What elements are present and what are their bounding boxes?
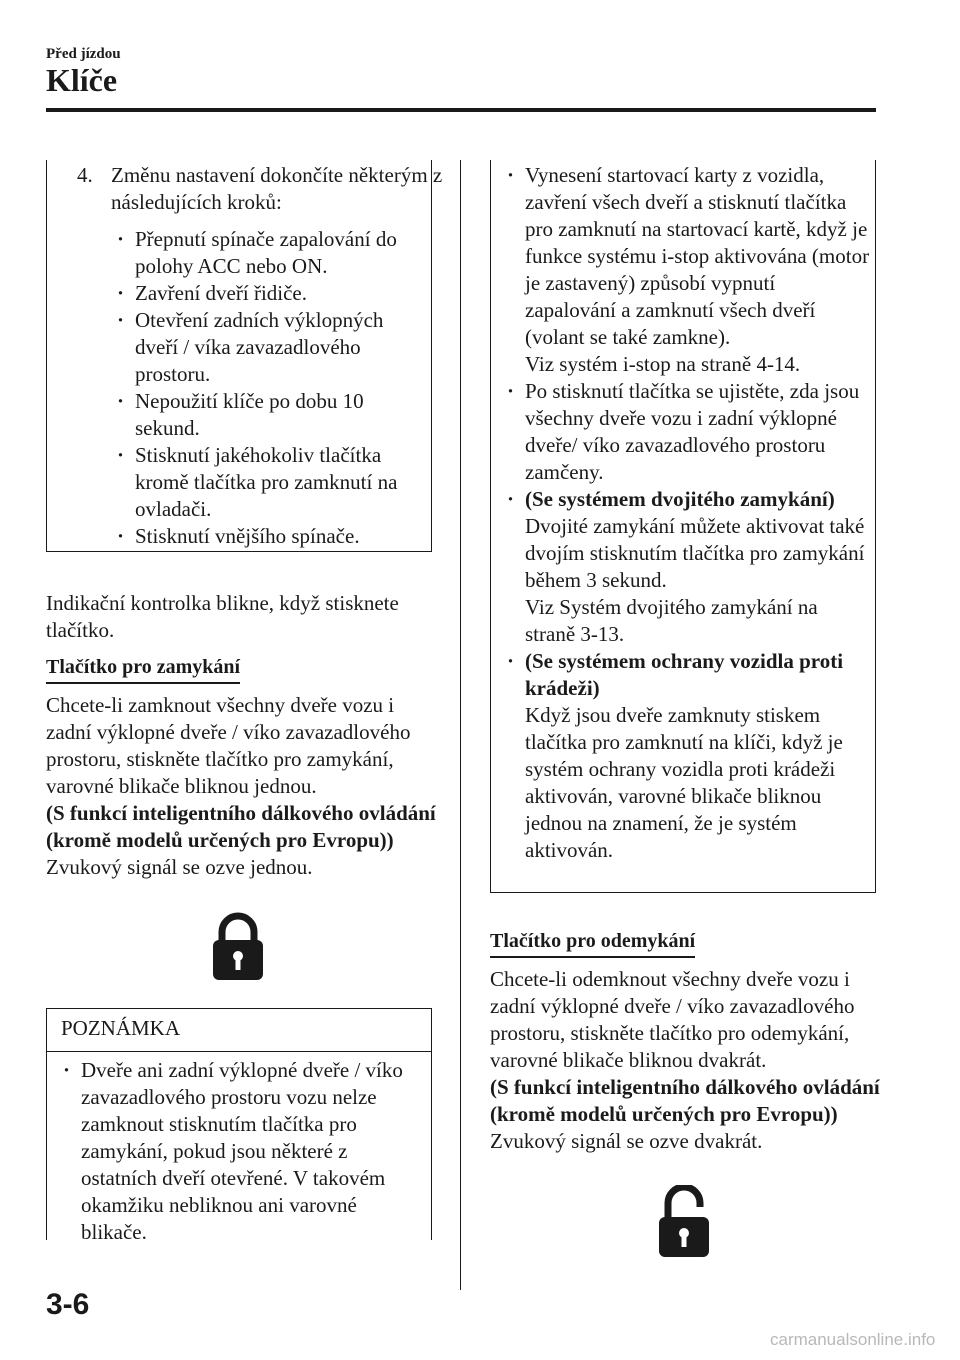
step-text: Změnu nastavení dokončíte některým z následujících kroků:: [111, 163, 443, 214]
unlock-button-heading: Tlačítko pro odemykání: [490, 928, 695, 958]
step-bullet-list: [103, 226, 423, 550]
right-bullet-box: [490, 160, 876, 893]
page-number: 3-6: [46, 1288, 90, 1321]
indicator-paragraph: Indikační kontrolka blikne, když stisknete tlačítko.: [46, 591, 399, 642]
lock-paragraph: Chcete-li zamknout všechny dveře vozu i zadní výklopné dveře / víko zavazadlového prostoru, stiskněte tlačítko pro zamykání, varovné blikače bliknou jednou.: [46, 693, 411, 798]
note-bullet-list: [49, 1057, 419, 1246]
note-divider: [47, 1051, 431, 1052]
list-item: · Stisknutí jakéhokoliv tlačítka kromě tlačítka pro zamknutí na ovladači.: [103, 442, 423, 523]
lock-sound-text: Zvukový signál se ozve jednou.: [46, 855, 313, 879]
unlock-button-text: [490, 966, 880, 1155]
unlock-sound-text: Zvukový signál se ozve dvakrát.: [490, 1129, 763, 1153]
breadcrumb: Před jízdou: [46, 46, 121, 62]
lock-button-text: [46, 692, 436, 881]
list-item: · Otevření zadních výklopných dveří / víka zavazadlového prostoru.: [103, 307, 423, 388]
step-box: [46, 160, 443, 552]
page-title: Klíče: [46, 62, 118, 98]
column-divider: [460, 160, 461, 1290]
list-item: · Zavření dveří řidiče.: [103, 280, 423, 307]
list-item: [493, 162, 871, 378]
double-lock-heading: · (Se systémem dvojitého zamykání): [525, 487, 835, 511]
note-title: POZNÁMKA: [61, 1016, 181, 1040]
istop-text: · Vynesení startovací karty z vozidla, zavření všech dveří a stisknutí tlačítka pro zamknutí na startovací kartě, když je funkce systému i-stop aktivována (motor je zastavený) způsobí vypnutí zapalování a zamknutí všech dveří (volant se také zamkne).: [525, 163, 870, 349]
watermark: carmanualsonline.info: [770, 1330, 936, 1349]
list-item: · Po stisknutí tlačítka se ujistěte, zda jsou všechny dveře vozu i zadní výklopné dveře/ víko zavazadlového prostoru zamčeny.: [493, 378, 871, 486]
header-rule: [46, 108, 876, 112]
list-item: [493, 648, 871, 864]
unlock-paragraph: Chcete-li odemknout všechny dveře vozu i zadní výklopné dveře / víko zavazadlového prostoru, stiskněte tlačítko pro odemykání, varovné blikače bliknou dvakrát.: [490, 967, 855, 1072]
right-bullet-list: [493, 162, 871, 864]
list-item: · Nepoužití klíče po dobu 10 sekund.: [103, 388, 423, 442]
list-item: · Dveře ani zadní výklopné dveře / víko zavazadlového prostoru vozu nelze zamknout stisknutím tlačítka pro zamykání, pokud jsou některé z ostatních dveří otevřené. V takovém okamžiku nebliknou ani varovné blikače.: [49, 1057, 419, 1246]
lock-button-heading: Tlačítko pro zamykání: [46, 654, 240, 684]
list-item: [493, 486, 871, 648]
step-number: 4.: [77, 163, 93, 187]
lock-condition: (S funkcí inteligentního dálkového ovládání (kromě modelů určených pro Evropu)): [46, 801, 436, 852]
double-lock-text: Dvojité zamykání můžete aktivovat také dvojím stisknutím tlačítka pro zamykání během 3 sekund.: [525, 514, 865, 592]
antitheft-heading: · (Se systémem ochrany vozidla proti krádeži): [525, 649, 844, 700]
unlock-condition: (S funkcí inteligentního dálkového ovládání (kromě modelů určených pro Evropu)): [490, 1075, 880, 1126]
unlock-icon: [656, 1185, 712, 1262]
istop-reference: Viz systém i-stop na straně 4-14.: [525, 352, 801, 376]
list-item: · Stisknutí vnějšího spínače.: [103, 523, 423, 550]
list-item: · Přepnutí spínače zapalování do polohy ACC nebo ON.: [103, 226, 423, 280]
note-box: [46, 1008, 432, 1244]
antitheft-text: Když jsou dveře zamknuty stiskem tlačítka pro zamknutí na klíči, když je systém ochrany vozidla proti krádeži aktivován, varovné blikače bliknou jednou na znamení, že je systém aktivován.: [525, 703, 843, 862]
step-4: [77, 162, 451, 216]
double-lock-reference: Viz Systém dvojitého zamykání na straně 3-13.: [525, 595, 818, 646]
lock-icon: [210, 910, 266, 985]
